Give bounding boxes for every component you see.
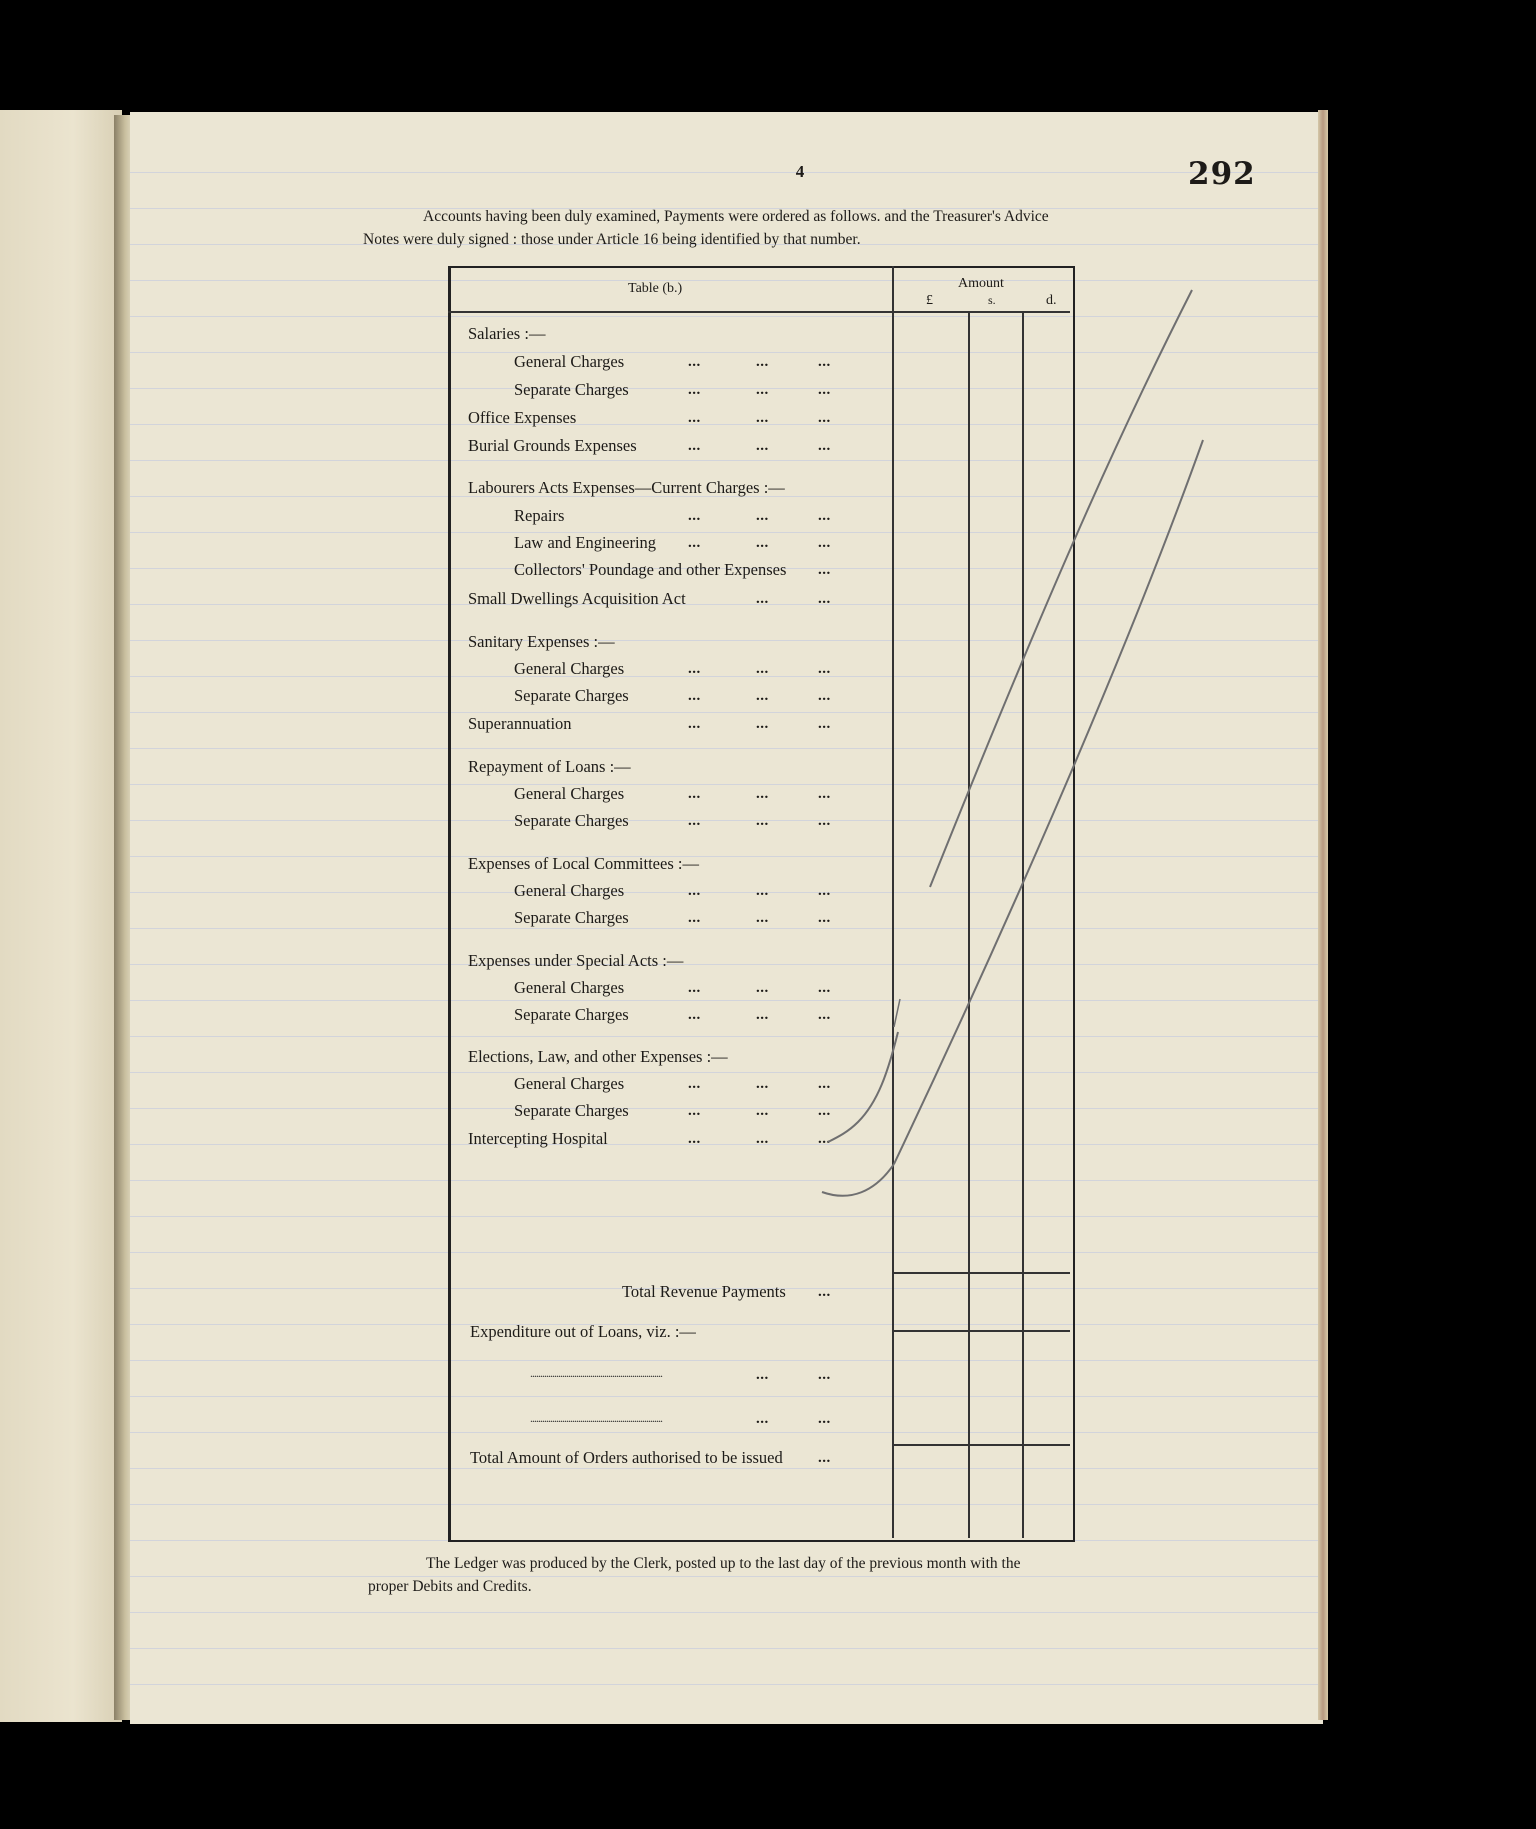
total-revenue-label: Total Revenue Payments	[622, 1282, 786, 1301]
row-dots: ...	[818, 688, 831, 704]
row-dots: ...	[756, 591, 769, 607]
pencil-stroke-3	[822, 1164, 894, 1196]
pencil-stroke-5	[894, 999, 900, 1027]
loan-entry-line-2: ..................................................................	[530, 1411, 662, 1425]
row-label: Small Dwellings Acquisition Act	[468, 589, 686, 608]
row-dots: ...	[818, 508, 831, 524]
row-dots: ...	[818, 980, 831, 996]
row-label: Law and Engineering	[514, 533, 657, 552]
row-dots: ...	[688, 786, 701, 802]
row-label: Separate Charges	[514, 1101, 629, 1120]
facing-page	[0, 110, 122, 1722]
row-dots: ...	[688, 1103, 701, 1119]
row-dots: ...	[756, 716, 769, 732]
row-dots: ...	[756, 1103, 769, 1119]
loans-label: Expenditure out of Loans, viz. :—	[470, 1322, 696, 1341]
row-dots: ...	[688, 410, 701, 426]
row-dots: ...	[818, 1131, 831, 1147]
intro-line-1: Accounts having been duly examined, Payments were ordered as follows. and the Treasurer's Advice	[423, 208, 1049, 225]
row-dots: ...	[756, 1007, 769, 1023]
row-dots: ...	[688, 980, 701, 996]
row-label: Separate Charges	[514, 908, 629, 927]
row-dots: ...	[688, 438, 701, 454]
pounds-header: £	[926, 293, 933, 308]
row-dots: ...	[818, 1007, 831, 1023]
row-label: Separate Charges	[514, 380, 629, 399]
row-dots: ...	[818, 562, 831, 578]
row-dots: ...	[756, 1076, 769, 1092]
row-dots: ...	[818, 883, 831, 899]
row-dots: ...	[756, 661, 769, 677]
row-dots: ...	[688, 354, 701, 370]
row-label: Sanitary Expenses :—	[468, 632, 615, 651]
row-label: Separate Charges	[514, 686, 629, 705]
row-dots: ...	[756, 382, 769, 398]
row-dots: ...	[688, 910, 701, 926]
loan-entry-dots-2b: ...	[818, 1411, 831, 1427]
row-dots: ...	[688, 883, 701, 899]
total-orders-label: Total Amount of Orders authorised to be issued	[470, 1448, 783, 1467]
row-dots: ...	[818, 1103, 831, 1119]
row-label: Labourers Acts Expenses—Current Charges :—	[468, 478, 785, 497]
pencil-stroke-4	[828, 1032, 898, 1142]
row-label: Burial Grounds Expenses	[468, 436, 637, 455]
row-dots: ...	[688, 1131, 701, 1147]
row-label: General Charges	[514, 1074, 625, 1093]
pencil-stroke-2	[894, 440, 1203, 1164]
row-label: Separate Charges	[514, 1005, 629, 1024]
row-dots: ...	[818, 786, 831, 802]
pencil-tick-marks	[130, 112, 1323, 1724]
closing-line-1: The Ledger was produced by the Clerk, posted up to the last day of the previous month with the	[426, 1555, 1021, 1572]
page-number: 4	[795, 162, 805, 181]
page-edge	[1318, 110, 1328, 1720]
folio-number: 292	[1188, 156, 1256, 192]
table-title: Table (b.)	[628, 281, 683, 296]
row-label: Expenses of Local Committees :—	[468, 854, 699, 873]
row-dots: ...	[756, 1131, 769, 1147]
row-dots: ...	[756, 438, 769, 454]
row-label: Repayment of Loans :—	[468, 757, 631, 776]
row-dots: ...	[756, 688, 769, 704]
row-dots: ...	[818, 438, 831, 454]
row-dots: ...	[818, 382, 831, 398]
row-dots: ...	[756, 883, 769, 899]
row-label: General Charges	[514, 784, 625, 803]
row-label: Expenses under Special Acts :—	[468, 951, 684, 970]
row-dots: ...	[756, 813, 769, 829]
row-dots: ...	[756, 508, 769, 524]
row-label: Salaries :—	[468, 324, 546, 343]
row-dots: ...	[688, 688, 701, 704]
row-label: Superannuation	[468, 714, 572, 733]
row-label: General Charges	[514, 352, 625, 371]
row-dots: ...	[818, 661, 831, 677]
row-label: General Charges	[514, 978, 625, 997]
row-label: General Charges	[514, 659, 625, 678]
row-dots: ...	[756, 410, 769, 426]
row-dots: ...	[818, 910, 831, 926]
total-orders-dots: ...	[818, 1450, 831, 1466]
closing-line-2: proper Debits and Credits.	[368, 1578, 532, 1595]
row-dots: ...	[688, 813, 701, 829]
loan-entry-line-1: ..................................................................	[530, 1366, 662, 1380]
row-dots: ...	[818, 354, 831, 370]
total-revenue-dots: ...	[818, 1284, 831, 1300]
row-dots: ...	[818, 410, 831, 426]
row-dots: ...	[818, 591, 831, 607]
row-dots: ...	[756, 535, 769, 551]
row-dots: ...	[688, 1076, 701, 1092]
row-label: General Charges	[514, 881, 625, 900]
intro-line-2: Notes were duly signed : those under Article 16 being identified by that number.	[363, 231, 861, 248]
loan-entry-dots-2a: ...	[756, 1411, 769, 1427]
pence-header: d.	[1046, 293, 1057, 308]
row-dots: ...	[818, 813, 831, 829]
row-dots: ...	[688, 661, 701, 677]
row-dots: ...	[756, 980, 769, 996]
row-dots: ...	[818, 1076, 831, 1092]
row-dots: ...	[688, 382, 701, 398]
loan-entry-dots-1b: ...	[818, 1367, 831, 1383]
shillings-header: s.	[988, 293, 996, 307]
row-label: Repairs	[514, 506, 565, 525]
row-dots: ...	[688, 1007, 701, 1023]
row-label: Collectors' Poundage and other Expenses	[514, 560, 787, 579]
row-dots: ...	[688, 508, 701, 524]
row-label: Elections, Law, and other Expenses :—	[468, 1047, 728, 1066]
row-dots: ...	[818, 535, 831, 551]
row-dots: ...	[756, 910, 769, 926]
row-label: Intercepting Hospital	[468, 1129, 608, 1148]
row-dots: ...	[688, 535, 701, 551]
loan-entry-dots-1a: ...	[756, 1367, 769, 1383]
amount-header: Amount	[958, 276, 1004, 291]
row-dots: ...	[818, 716, 831, 732]
row-label: Separate Charges	[514, 811, 629, 830]
row-dots: ...	[756, 354, 769, 370]
row-dots: ...	[688, 716, 701, 732]
row-label: Office Expenses	[468, 408, 577, 427]
row-dots: ...	[756, 786, 769, 802]
ledger-page	[130, 112, 1323, 1724]
